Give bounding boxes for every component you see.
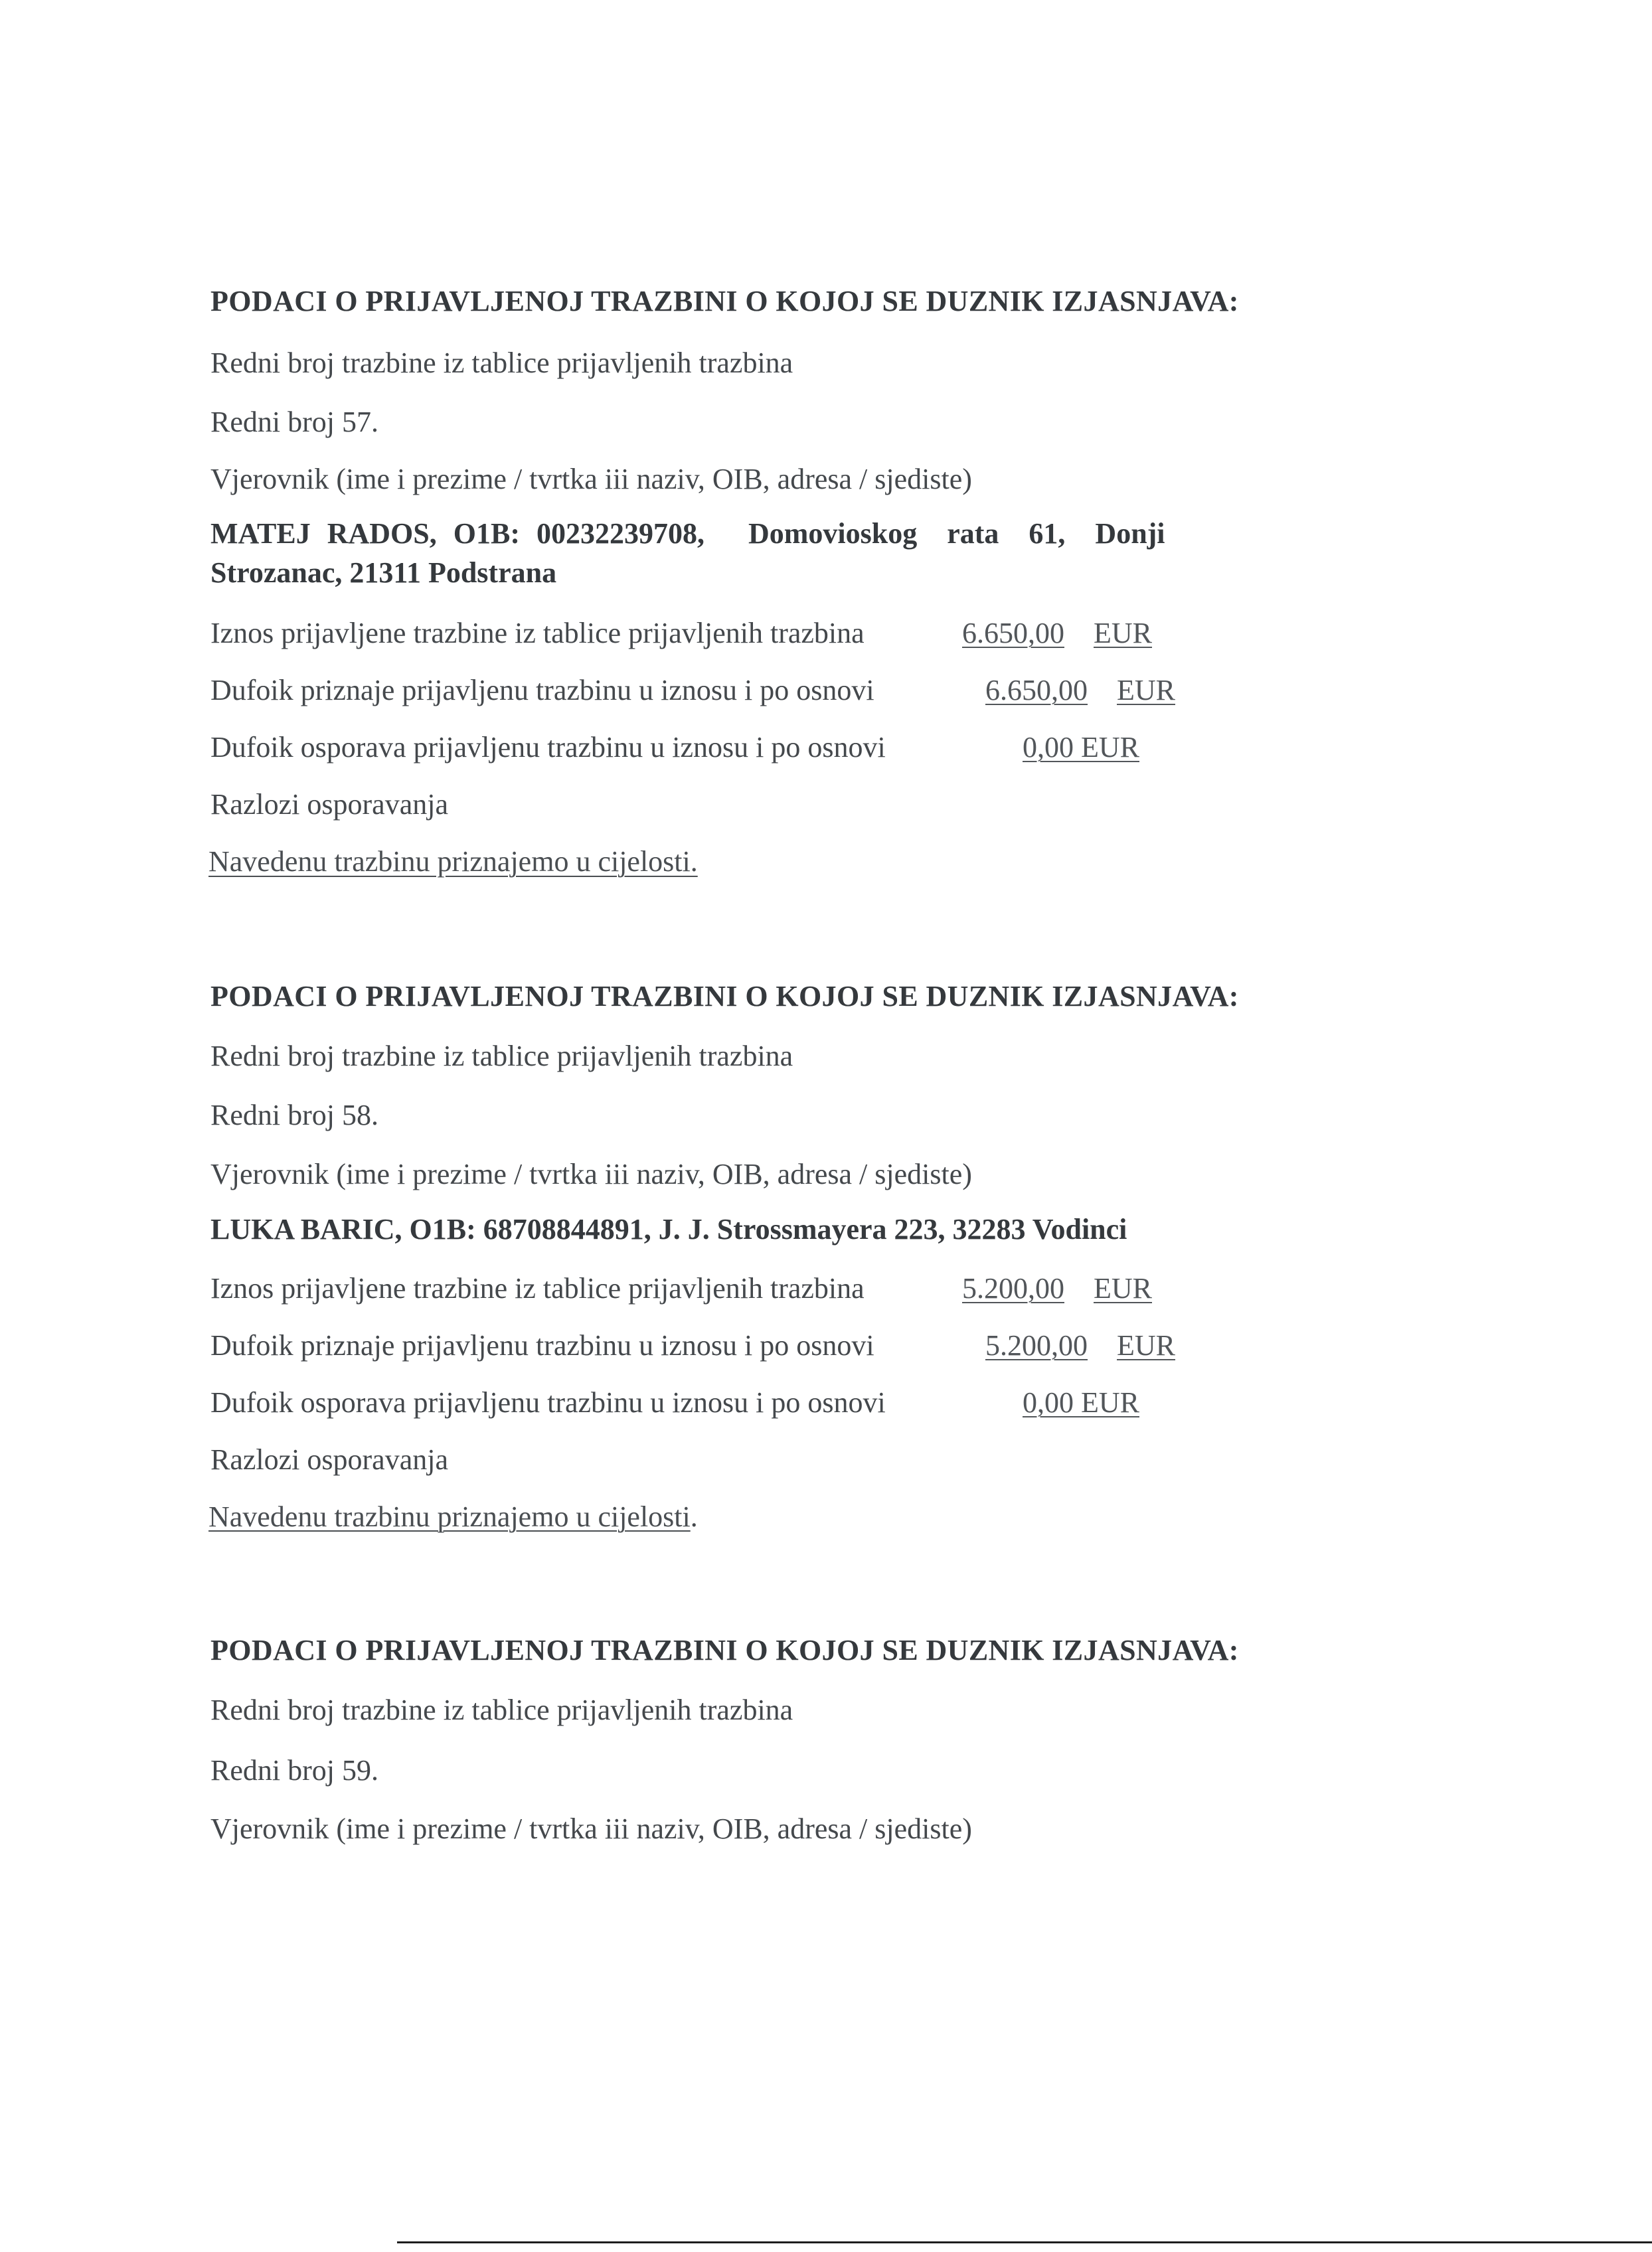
razlozi-label: Razlozi osporavanja bbox=[210, 788, 448, 821]
block-heading: PODACI O PRIJAVLJENOJ TRAZBINI O KOJOJ SE DUZNIK IZJASNJAVA: bbox=[210, 1634, 1239, 1666]
creditor-line: LUKA BARIC, O1B: 68708844891, J. J. Strossmayera 223, 32283 Vodinci bbox=[210, 1213, 1127, 1246]
redni-broj-value: Redni broj 57. bbox=[210, 406, 378, 438]
priznaje-label: Dufoik priznaje prijavljenu trazbinu u iznosu i po osnovi bbox=[210, 1329, 874, 1362]
iznos-currency: EUR bbox=[1094, 1272, 1152, 1305]
osporava-label: Dufoik osporava prijavljenu trazbinu u iznosu i po osnovi bbox=[210, 731, 886, 764]
creditor-name-oib: MATEJ RADOS, O1B: 00232239708, bbox=[210, 517, 704, 550]
creditor-address-line2: Strozanac, 21311 Podstrana bbox=[210, 556, 557, 589]
osporava-amount: 0,00 EUR bbox=[1023, 731, 1139, 764]
priznaje-currency: EUR bbox=[1117, 1329, 1175, 1362]
razlozi-period: . bbox=[690, 1500, 698, 1533]
footer-rule bbox=[397, 2241, 1652, 2243]
razlozi-text: Navedenu trazbinu priznajemo u cijelosti. bbox=[208, 845, 698, 878]
creditor-address: Domovioskog rata 61, Donji bbox=[748, 517, 1165, 550]
razlozi-label: Razlozi osporavanja bbox=[210, 1443, 448, 1476]
creditor-line bbox=[210, 515, 1165, 552]
iznos-currency: EUR bbox=[1094, 617, 1152, 649]
razlozi-text: Navedenu trazbinu priznajemo u cijelosti bbox=[208, 1500, 691, 1533]
priznaje-currency: EUR bbox=[1117, 674, 1175, 706]
osporava-label: Dufoik osporava prijavljenu trazbinu u iznosu i po osnovi bbox=[210, 1386, 886, 1419]
vjerovnik-label: Vjerovnik (ime i prezime / tvrtka iii naziv, OIB, adresa / sjediste) bbox=[210, 1812, 972, 1845]
vjerovnik-label: Vjerovnik (ime i prezime / tvrtka iii naziv, OIB, adresa / sjediste) bbox=[210, 463, 972, 495]
redni-broj-label: Redni broj trazbine iz tablice prijavljenih trazbina bbox=[210, 1694, 793, 1726]
osporava-amount: 0,00 EUR bbox=[1023, 1386, 1139, 1419]
block-heading: PODACI O PRIJAVLJENOJ TRAZBINI O KOJOJ SE DUZNIK IZJASNJAVA: bbox=[210, 980, 1239, 1012]
iznos-amount: 5.200,00 bbox=[962, 1272, 1064, 1305]
razlozi-text-line bbox=[208, 1498, 698, 1536]
redni-broj-label: Redni broj trazbine iz tablice prijavljenih trazbina bbox=[210, 347, 793, 379]
priznaje-amount: 6.650,00 bbox=[985, 674, 1088, 706]
iznos-label: Iznos prijavljene trazbine iz tablice prijavljenih trazbina bbox=[210, 1272, 865, 1305]
priznaje-amount: 5.200,00 bbox=[985, 1329, 1088, 1362]
priznaje-label: Dufoik priznaje prijavljenu trazbinu u iznosu i po osnovi bbox=[210, 674, 874, 706]
block-heading: PODACI O PRIJAVLJENOJ TRAZBINI O KOJOJ SE DUZNIK IZJASNJAVA: bbox=[210, 285, 1239, 317]
redni-broj-label: Redni broj trazbine iz tablice prijavljenih trazbina bbox=[210, 1040, 793, 1072]
iznos-amount: 6.650,00 bbox=[962, 617, 1064, 649]
redni-broj-value: Redni broj 58. bbox=[210, 1099, 378, 1131]
redni-broj-value: Redni broj 59. bbox=[210, 1754, 378, 1787]
iznos-label: Iznos prijavljene trazbine iz tablice prijavljenih trazbina bbox=[210, 617, 865, 649]
vjerovnik-label: Vjerovnik (ime i prezime / tvrtka iii naziv, OIB, adresa / sjediste) bbox=[210, 1158, 972, 1190]
